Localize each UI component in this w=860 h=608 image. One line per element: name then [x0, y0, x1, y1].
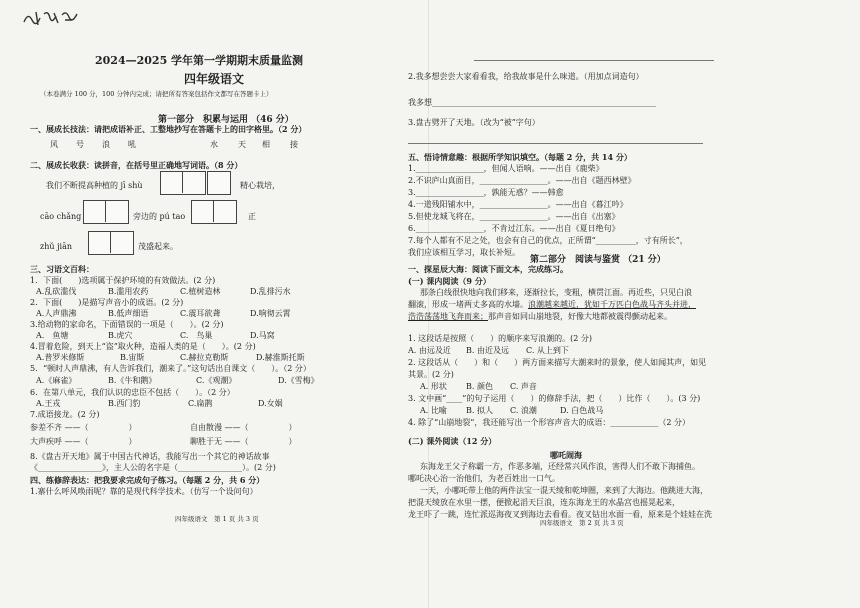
option[interactable]: C. 鸟巢	[180, 331, 213, 340]
exam-subtitle: 四年级语文	[184, 72, 245, 86]
underlined-sentence: 浪潮越来越近，犹如千万匹白色战马齐头并进，	[528, 300, 696, 309]
option[interactable]: A. 鱼塘	[36, 331, 69, 340]
reading1-question-3: 3. 文中画“____”的句子运用（ ）的修辞手法，把（ ）比作（ ）。(3 分)	[408, 394, 701, 403]
question-3: 3.给动物的家命名，下面错误的一项是（ ）。(2 分)	[30, 320, 224, 329]
reading1-question-2-cont: 其景。(2 分)	[408, 370, 454, 379]
passage-line: 龙王吓了一跳，连忙派巡海夜叉到海边去看看。夜叉钻出水面一看，原来是个娃娃在洗	[408, 510, 712, 519]
question-6: 6．在第八单元，我们认识的忠臣不包括（ ）。（2 分）	[30, 388, 235, 397]
box-divider	[105, 200, 106, 222]
option[interactable]: C.植树造林	[180, 287, 221, 296]
passage-text: 翻滚，形成一堵两丈多高的水墙。	[408, 300, 528, 309]
char-item: 相	[262, 140, 270, 149]
option[interactable]: D.赫淮斯托斯	[256, 353, 305, 362]
underlined-sentence: 浩浩荡荡地飞奔而来；	[408, 312, 488, 321]
box-divider	[110, 231, 111, 253]
option[interactable]: C.赫拉克勒斯	[180, 353, 229, 362]
pinyin-line3-a: zhǔ jiān	[40, 242, 73, 251]
section1-heading: 一、展成长技法：请把成语补正、工整地抄写在答题卡上的田字格里。（2 分）	[30, 124, 307, 134]
option[interactable]: C.震耳欲聋	[180, 309, 221, 318]
option[interactable]: B.西门豹	[108, 399, 141, 408]
handwritten-signature	[22, 8, 80, 32]
poem-line[interactable]: 6._________________，不肯过江东。——出自《夏日绝句》	[408, 224, 620, 233]
option[interactable]: B.虎穴	[108, 331, 133, 340]
question-7: 7.成语接龙。(2 分)	[30, 410, 100, 419]
tianzige-box[interactable]	[83, 200, 129, 224]
option[interactable]: C. 浪潮	[510, 406, 537, 415]
exam-note: （本卷满分 100 分，100 分钟内完成；请把所有答案包括作文都写在答题卡上）	[40, 90, 273, 98]
poem-line: 我们应该相互学习，取长补短。	[408, 248, 520, 257]
option[interactable]: B. 拟人	[466, 406, 493, 415]
answer-line-q2[interactable]: 我多想________________________________________________________	[408, 98, 656, 107]
option[interactable]: D.马窝	[250, 331, 275, 340]
option[interactable]: A.人声鼎沸	[36, 309, 77, 318]
exam-title: 2024—2025 学年第一学期期末质量监测	[95, 54, 304, 67]
char-item: 浪	[102, 140, 110, 149]
option[interactable]: D.响彻云霄	[250, 309, 291, 318]
option[interactable]: D.乱排污水	[250, 287, 291, 296]
question-8-line2[interactable]: 《________________》，主人公的名字是（________________）。(2 分)	[30, 463, 276, 472]
char-item: 吼	[128, 140, 136, 149]
passage-line: 哪吒决心治一治他们，为老百姓出一口气。	[408, 474, 560, 483]
char-item: 号	[76, 140, 84, 149]
option[interactable]: D.《雪梅》	[278, 376, 319, 385]
passage-title: 哪吒闹海	[550, 450, 582, 460]
option[interactable]: D.女娲	[258, 399, 283, 408]
page-footer: 四年级语文 第 2 页 共 3 页	[540, 519, 624, 527]
option[interactable]: B. 由近及远	[466, 346, 509, 355]
option[interactable]: C.《观潮》	[196, 376, 237, 385]
option[interactable]: A. 由远及近	[408, 346, 451, 355]
passage-line: 东海龙王父子称霸一方，作恶多端，还经常兴风作浪，害得人们不敢下海捕鱼。	[420, 462, 700, 471]
reading1-heading: 一、探星辰大海：阅读下面文本，完成练习。	[408, 264, 568, 274]
tianzige-box[interactable]	[160, 171, 206, 195]
passage-text: 那声音如同山崩地裂，好像大地都被震得颤动起来。	[488, 312, 672, 321]
option[interactable]: B.低声细语	[108, 309, 149, 318]
poem-line[interactable]: 2.不识庐山真面目，_________________。——出自《题西林壁》	[408, 176, 636, 185]
question-2: 2.我多想尝尝大家看看我，给我故事是什么味道。（用加点词造句）	[408, 72, 644, 81]
section4-question-1: 1.寨什么呼风唤雨呢？靠的是现代科学技术。（仿写一个设问句）	[30, 487, 258, 496]
page-footer: 四年级语文 第 1 页 共 3 页	[175, 515, 259, 523]
pinyin-line1-a: 我们不断提高种植的 jī shù	[46, 181, 143, 190]
option[interactable]: C. 从上到下	[526, 346, 569, 355]
part1-heading: 第一部分 积累与运用 （46 分）	[158, 115, 294, 125]
option[interactable]: A. 形状	[420, 382, 447, 391]
reading1-question-1: 1. 这段话是按照（ ）的顺序来写浪潮的。(2 分)	[408, 334, 593, 343]
pinyin-line1-b: 精心栽培，	[240, 181, 280, 190]
poem-line[interactable]: 7.每个人都有不足之处，也会有自己的优点，正所谓“__________，寸有所长”，	[408, 236, 688, 245]
option[interactable]: B. 颜色	[466, 382, 493, 391]
char-item: 天	[238, 140, 246, 149]
question-2: 2．下面( )是描写声音小的成语。(2 分)	[30, 298, 184, 307]
question-5: 5．“顿时人声鼎沸，有人告诉我们，潮来了。”这句话出自课文（ ）。（2 分）	[30, 364, 311, 373]
pinyin-line2-c: 正	[248, 212, 256, 221]
section4-heading: 四、练修辞表达：把我要求完成句子练习。（每题 2 分，共 6 分）	[30, 475, 265, 485]
reading1-question-4[interactable]: 4. 除了“山崩地裂”，我还能写出一个形容声音大的成语：____________（2 分）	[408, 418, 690, 427]
option[interactable]: C.扁鹊	[188, 399, 213, 408]
tianzige-box[interactable]	[88, 231, 134, 255]
idiom-chain-item[interactable]: 聊胜于无 ——（ ）	[190, 437, 297, 446]
char-item: 风	[50, 140, 58, 149]
answer-line	[474, 60, 714, 61]
idiom-chain-item[interactable]: 参差不齐 ——（ ）	[30, 423, 137, 432]
section3-heading: 三、习语文百科：	[30, 264, 94, 274]
poem-line[interactable]: 3._________________，孰能无惑？——韩愈	[408, 188, 564, 197]
tianzige-box[interactable]	[191, 200, 237, 224]
option[interactable]: A.普罗米修斯	[36, 353, 85, 362]
box-divider	[213, 200, 214, 222]
idiom-chain-item[interactable]: 大声疾呼 ——（ ）	[30, 437, 137, 446]
pinyin-line2-b: 旁边的 pú tao	[133, 212, 186, 221]
option[interactable]: B.《牛和鹅》	[108, 376, 157, 385]
passage-line: 把混天绫放在水里一摆，便掀起滔天巨浪，连东海龙王的水晶宫也摇晃起来，	[408, 498, 680, 507]
poem-line[interactable]: 5.但使龙城飞将在，_________________。——出自《出塞》	[408, 212, 620, 221]
option[interactable]: A.《麻雀》	[36, 376, 77, 385]
idiom-chain-item[interactable]: 自由散漫 ——（ ）	[190, 423, 297, 432]
option[interactable]: B.滥用农药	[108, 287, 149, 296]
section2-heading: 二、展成长收获：读拼音，在括号里正确地写词语。（8 分）	[30, 160, 243, 170]
option[interactable]: D. 白色战马	[560, 406, 604, 415]
box-divider	[182, 171, 183, 193]
option[interactable]: A. 比喻	[420, 406, 447, 415]
pinyin-line3-b: 茂盛起来。	[138, 242, 178, 251]
pinyin-line2-a: cāo chǎng	[40, 212, 82, 221]
question-8-line1: 8.《盘古开天地》属于中国古代神话，我能写出一个其它的神话故事	[30, 452, 270, 461]
passage-line: 那条白线很快地向我们移来，逐渐拉长，变粗，横贯江面。再近些，只见白浪	[420, 288, 692, 297]
tianzige-box[interactable]	[207, 171, 231, 195]
reading1-subheading: (一) 课内阅读（9 分）	[408, 276, 491, 286]
option[interactable]: C. 声音	[510, 382, 537, 391]
poem-line[interactable]: 4.一道残阳铺水中，_________________。——出自《暮江吟》	[408, 200, 628, 209]
char-item: 水	[210, 140, 218, 149]
question-4: 4.冒着危险，到天上“盗”取火种，造福人类的是（ ）。(2 分)	[30, 342, 256, 351]
question-1: 1．下面( )选项属于保护环境的有效做法。(2 分)	[30, 276, 216, 285]
exam-page-2	[408, 0, 860, 608]
poem-line[interactable]: 1._________________，但闻人语响。——出自《鹿柴》	[408, 164, 604, 173]
option[interactable]: A.王戎	[36, 399, 61, 408]
reading2-subheading: (二) 课外阅读（12 分）	[408, 436, 497, 446]
part2-heading: 第二部分 阅读与鉴赏 （21 分）	[530, 255, 666, 265]
passage-line: 一天，小哪吒带上他的两件法宝一混天绫和乾坤圈，来到了大海边。他跳进大海，	[420, 486, 708, 495]
passage-line	[408, 312, 672, 322]
option[interactable]: B.宙斯	[120, 353, 145, 362]
section5-heading: 五、悟诗情意趣：根据所学知识填空。（每题 2 分，共 14 分）	[408, 152, 632, 162]
option[interactable]: A.乱砍滥伐	[36, 287, 77, 296]
char-item: 接	[290, 140, 298, 149]
passage-line	[408, 300, 696, 310]
question-3: 3.盘古劈开了天地。（改为“被”字句）	[408, 118, 540, 127]
answer-line	[408, 143, 703, 144]
reading1-question-2: 2. 这段话从（ ）和（ ）两方面来描写大潮来时的景象，使人如闻其声，如见	[408, 358, 707, 367]
